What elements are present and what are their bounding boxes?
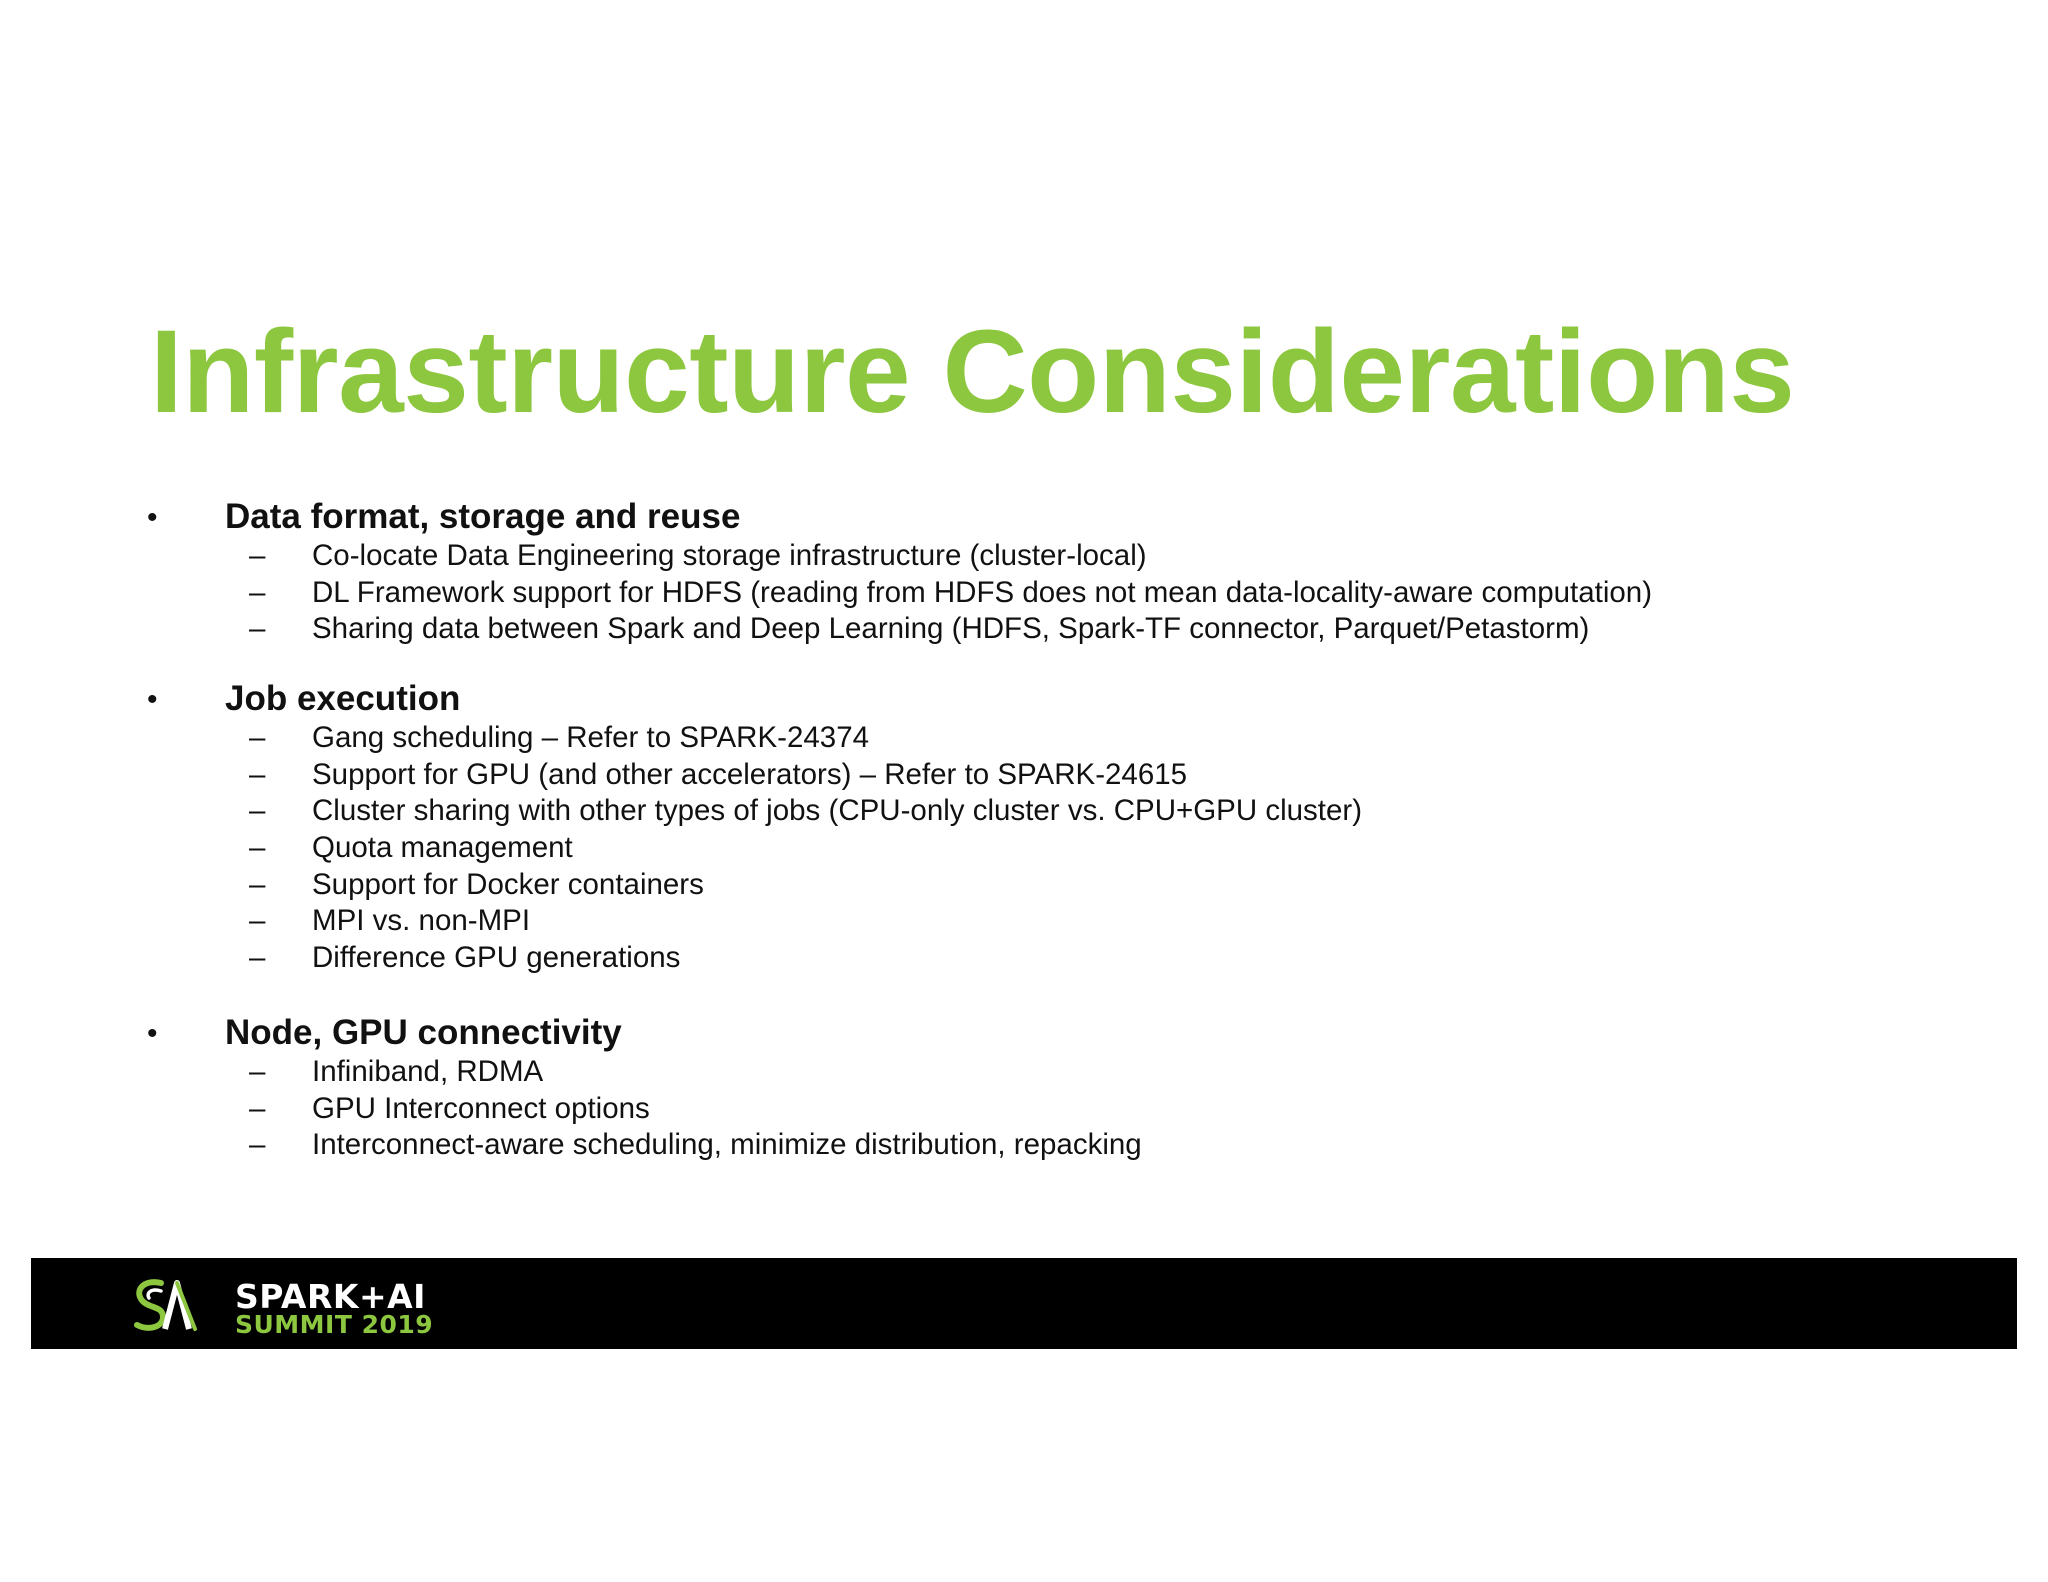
dash-icon: – bbox=[249, 539, 266, 572]
list-item-text: DL Framework support for HDFS (reading from HDFS does not mean data-locality-aware computation) bbox=[312, 575, 1653, 609]
list-item-text: MPI vs. non-MPI bbox=[312, 904, 531, 938]
list-item bbox=[0, 867, 1900, 904]
list-item-text: Quota management bbox=[312, 831, 573, 865]
logo-line-summit: SUMMIT 2019 bbox=[235, 1310, 434, 1339]
dash-icon: – bbox=[249, 612, 266, 646]
list-item bbox=[0, 940, 1900, 977]
dash-icon: – bbox=[249, 1128, 266, 1162]
section-heading: Job execution bbox=[225, 679, 461, 718]
list-item-text: GPU Interconnect options bbox=[312, 1091, 650, 1125]
list-item-text: Cluster sharing with other types of jobs (CPU-only cluster vs. CPU+GPU cluster) bbox=[312, 794, 1363, 828]
bullet-row bbox=[0, 678, 1900, 720]
section-data-format bbox=[0, 496, 1900, 648]
list-item-text: Infiniband, RDMA bbox=[312, 1055, 544, 1088]
list-item bbox=[0, 720, 1900, 757]
summit-logo bbox=[131, 1275, 451, 1339]
bullet-icon: • bbox=[147, 1017, 158, 1050]
list-item bbox=[0, 1054, 1900, 1091]
list-item bbox=[0, 1127, 1900, 1164]
sub-list bbox=[0, 720, 1900, 977]
dash-icon: – bbox=[249, 867, 266, 901]
list-item bbox=[0, 757, 1900, 794]
dash-icon: – bbox=[249, 1055, 266, 1088]
spark-ai-logo-icon bbox=[131, 1275, 199, 1335]
list-item bbox=[0, 611, 1900, 648]
section-job-execution bbox=[0, 678, 1900, 977]
bullet-row bbox=[0, 496, 1900, 538]
list-item-text: Support for Docker containers bbox=[312, 867, 704, 901]
list-item-text: Sharing data between Spark and Deep Learning (HDFS, Spark-TF connector, Parquet/Petastorm) bbox=[312, 612, 1590, 646]
section-heading: Node, GPU connectivity bbox=[225, 1013, 622, 1052]
list-item bbox=[0, 903, 1900, 940]
section-node-gpu-connectivity bbox=[0, 1012, 1900, 1164]
list-item bbox=[0, 575, 1900, 612]
dash-icon: – bbox=[249, 794, 266, 828]
list-item bbox=[0, 830, 1900, 867]
list-item-text: Co-locate Data Engineering storage infrastructure (cluster-local) bbox=[312, 539, 1147, 572]
sub-list bbox=[0, 538, 1900, 648]
list-item-text: Support for GPU (and other accelerators) – Refer to SPARK-24615 bbox=[312, 757, 1188, 791]
sub-list bbox=[0, 1054, 1900, 1164]
list-item bbox=[0, 1091, 1900, 1128]
list-item-text: Gang scheduling – Refer to SPARK-24374 bbox=[312, 721, 870, 754]
footer-bar bbox=[31, 1258, 2017, 1349]
dash-icon: – bbox=[249, 941, 266, 975]
section-heading: Data format, storage and reuse bbox=[225, 497, 741, 536]
logo-line-spark-ai: SPARK+AI bbox=[235, 1277, 426, 1316]
list-item-text: Difference GPU generations bbox=[312, 941, 681, 975]
list-item bbox=[0, 793, 1900, 830]
dash-icon: – bbox=[249, 831, 266, 865]
dash-icon: – bbox=[249, 575, 266, 609]
list-item-text: Interconnect-aware scheduling, minimize distribution, repacking bbox=[312, 1128, 1142, 1162]
bullet-icon: • bbox=[147, 501, 158, 534]
bullet-icon: • bbox=[147, 683, 158, 716]
bullet-row bbox=[0, 1012, 1900, 1054]
list-item bbox=[0, 538, 1900, 575]
dash-icon: – bbox=[249, 1091, 266, 1125]
dash-icon: – bbox=[249, 904, 266, 938]
dash-icon: – bbox=[249, 721, 266, 754]
dash-icon: – bbox=[249, 757, 266, 791]
slide-title: Infrastructure Considerations bbox=[150, 306, 1795, 438]
